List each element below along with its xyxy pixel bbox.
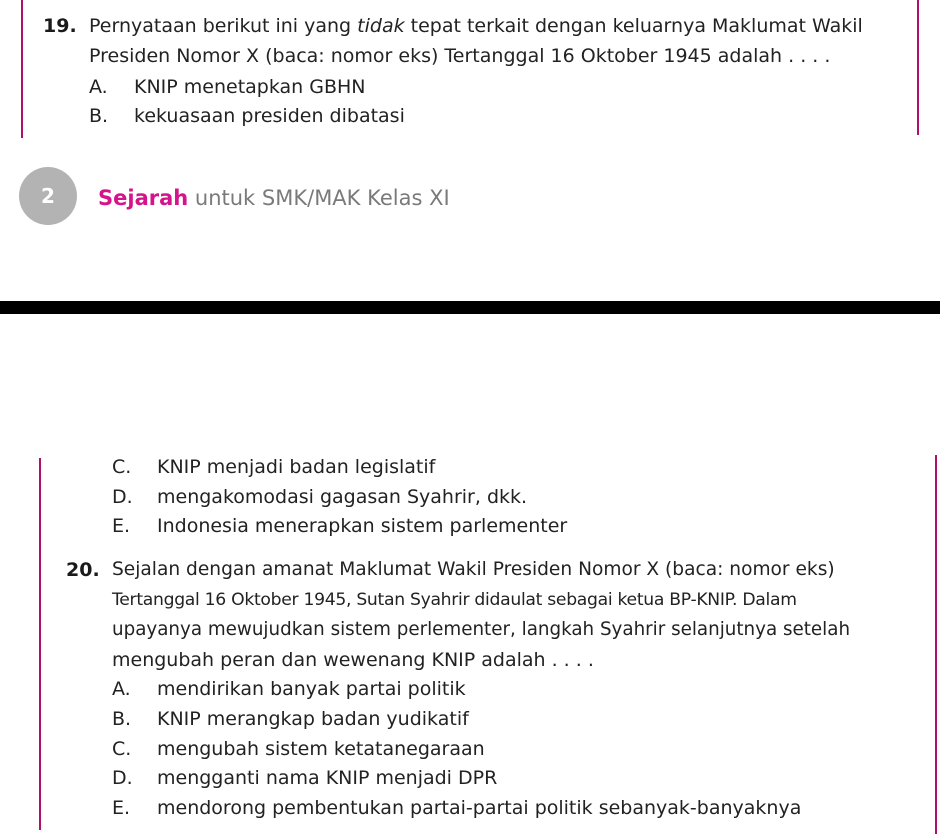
q20-option-text: mendirikan banyak partai politik [157,678,466,700]
q20-option-letter: E. [112,797,131,819]
question-20-line: Sejalan dengan amanat Maklumat Wakil Presiden Nomor X (baca: nomor eks) [112,559,835,580]
q20-option-text: KNIP merangkap badan yudikatif [157,708,469,730]
q19-text-pre: Pernyataan berikut ini yang [89,15,358,37]
question-20-line: mengubah peran dan wewenang KNIP adalah . . . . [112,649,594,671]
q19-option-text: KNIP menetapkan GBHN [134,76,366,98]
footer-subject: Sejarah [98,186,189,210]
q19-text-italic: tidak [357,15,405,37]
q19-option-text: kekuasaan presiden dibatasi [134,105,405,127]
q20-option-text: mendorong pembentukan partai-partai politik sebanyak-banyaknya [157,797,802,819]
q19-text-post: tepat terkait dengan keluarnya Maklumat Wakil [404,15,863,37]
question-19-number: 19. [43,15,77,37]
q19-option-letter: A. [89,76,108,98]
q19-option-letter: D. [112,486,133,508]
right-margin-rule-bottom [935,455,937,834]
q19-option-text: Indonesia menerapkan sistem parlementer [157,515,568,537]
left-margin-rule-top [21,0,23,138]
question-19-text-line1 [89,14,863,38]
question-20-number: 20. [66,559,100,581]
q20-option-letter: A. [112,678,131,700]
q20-option-letter: D. [112,767,133,789]
left-margin-rule-bottom [39,458,41,830]
page-number-badge: 2 [19,167,77,225]
question-20-line: upayanya mewujudkan sistem perlementer, langkah Syahrir selanjutnya setelah [112,619,851,640]
right-margin-rule-top [917,0,919,135]
footer-subtitle: untuk SMK/MAK Kelas XI [188,186,450,210]
q19-option-letter: B. [89,105,109,127]
q19-option-letter: C. [112,456,132,478]
q19-option-text: KNIP menjadi badan legislatif [157,456,436,478]
q20-option-letter: C. [112,738,132,760]
footer-title [98,186,450,210]
q19-option-text: mengakomodasi gagasan Syahrir, dkk. [157,486,528,508]
question-20-line: Tertanggal 16 Oktober 1945, Sutan Syahrir didaulat sebagai ketua BP-KNIP. Dalam [112,590,797,610]
question-19-text-line2: Presiden Nomor X (baca: nomor eks) Tertanggal 16 Oktober 1945 adalah . . . . [89,45,831,67]
q19-option-letter: E. [112,515,131,537]
q20-option-letter: B. [112,708,132,730]
page-break-bar [0,301,940,314]
q20-option-text: mengganti nama KNIP menjadi DPR [157,767,498,789]
q20-option-text: mengubah sistem ketatanegaraan [157,738,485,760]
